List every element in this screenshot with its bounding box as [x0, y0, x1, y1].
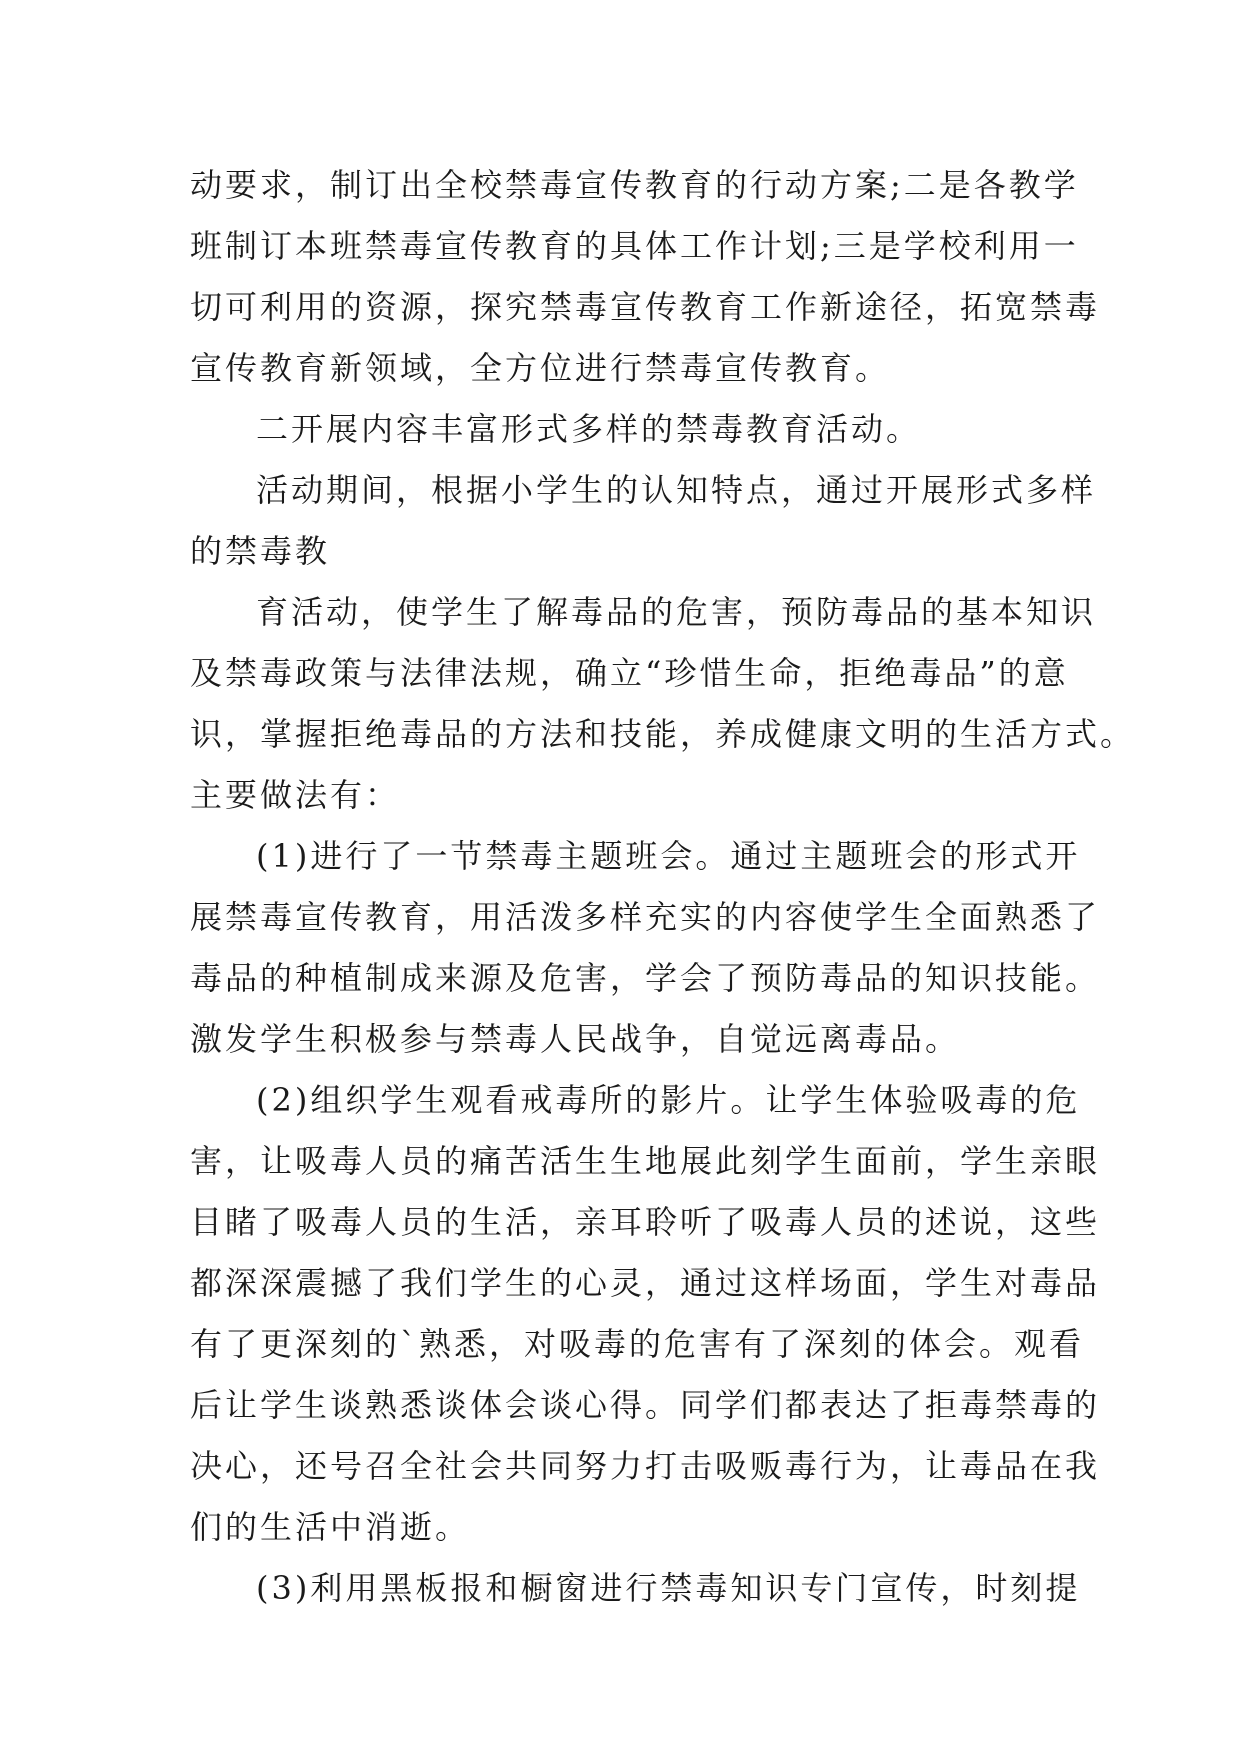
- section-heading: 二开展内容丰富形式多样的禁毒教育活动。: [256, 410, 922, 448]
- text-line: 识，掌握拒绝毒品的方法和技能，养成健康文明的生活方式。: [190, 715, 1136, 753]
- text-line: 宣传教育新领域，全方位进行禁毒宣传教育。: [190, 349, 891, 387]
- text-line: 毒品的种植制成来源及危害，学会了预防毒品的知识技能。: [190, 959, 1101, 997]
- text-line: 切可利用的资源，探究禁毒宣传教育工作新途径，拓宽禁毒: [190, 288, 1101, 326]
- list-item-3: (3)利用黑板报和橱窗进行禁毒知识专门宣传，时刻提: [256, 1569, 1081, 1607]
- text-line: 激发学生积极参与禁毒人民战争，自觉远离毒品。: [190, 1020, 961, 1058]
- document-body: [190, 155, 1136, 1619]
- text-line: 育活动，使学生了解毒品的危害，预防毒品的基本知识: [256, 593, 1097, 631]
- text-line: 主要做法有：: [190, 776, 401, 814]
- text-line: 目睹了吸毒人员的生活，亲耳聆听了吸毒人员的述说，这些: [190, 1203, 1101, 1241]
- list-item-2: (2)组织学生观看戒毒所的影片。让学生体验吸毒的危: [256, 1081, 1081, 1119]
- text-line: 有了更深刻的`熟悉，对吸毒的危害有了深刻的体会。观看: [190, 1325, 1085, 1363]
- text-line: 及禁毒政策与法律法规，确立“珍惜生命，拒绝毒品”的意: [190, 654, 1069, 692]
- text-line: 都深深震撼了我们学生的心灵，通过这样场面，学生对毒品: [190, 1264, 1101, 1302]
- text-line: 活动期间，根据小学生的认知特点，通过开展形式多样: [256, 471, 1097, 509]
- text-line: 动要求，制订出全校禁毒宣传教育的行动方案;二是各教学: [190, 166, 1079, 204]
- text-line: 害，让吸毒人员的痛苦活生生地展此刻学生面前，学生亲眼: [190, 1142, 1101, 1180]
- text-line: 们的生活中消逝。: [190, 1508, 471, 1546]
- text-line: 的禁毒教: [190, 532, 331, 570]
- text-line: 后让学生谈熟悉谈体会谈心得。同学们都表达了拒毒禁毒的: [190, 1386, 1101, 1424]
- text-line: 决心，还号召全社会共同努力打击吸贩毒行为，让毒品在我: [190, 1447, 1101, 1485]
- list-item-1: (1)进行了一节禁毒主题班会。通过主题班会的形式开: [256, 837, 1081, 875]
- text-line: 班制订本班禁毒宣传教育的具体工作计划;三是学校利用一: [190, 227, 1079, 265]
- text-line: 展禁毒宣传教育，用活泼多样充实的内容使学生全面熟悉了: [190, 898, 1101, 936]
